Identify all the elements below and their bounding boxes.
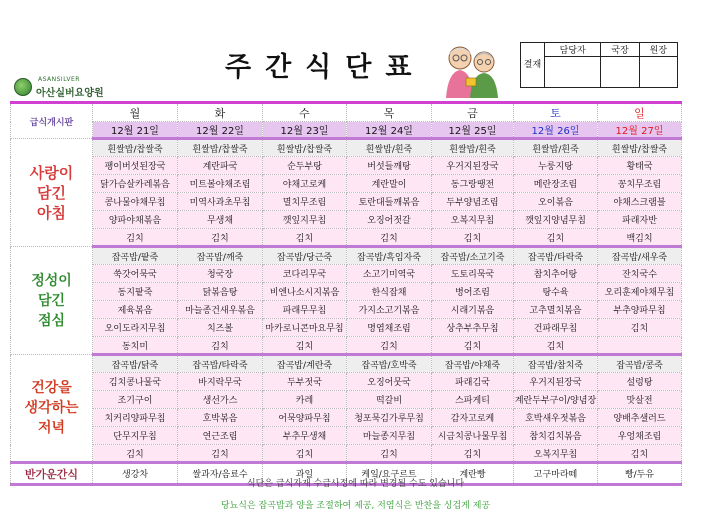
- dinner-item-sun: 맛살전: [598, 391, 682, 409]
- approval-sign-director: [601, 57, 639, 88]
- dinner-item-mon: 치커리양파무침: [93, 409, 178, 427]
- lunch-item-wed: 마카로니콘마요무침: [263, 319, 347, 337]
- dinner-item-fri: 스파게티: [432, 391, 514, 409]
- breakfast-item-sat: 오이볶음: [514, 193, 598, 211]
- lunch-item-tue: 치즈볼: [178, 319, 263, 337]
- lunch-item-thu: 가지소고기볶음: [347, 301, 432, 319]
- breakfast-item-wed: 멸치무조림: [263, 193, 347, 211]
- breakfast-item-sat: 누룽지탕: [514, 157, 598, 175]
- date-sun: 12월 27일: [598, 122, 682, 139]
- approval-head-cell: [521, 43, 545, 88]
- breakfast-item-thu: 토란대들깨볶음: [347, 193, 432, 211]
- lunch-item-wed: 파래무무침: [263, 301, 347, 319]
- lunch-item-fri: 도토리묵국: [432, 265, 514, 283]
- breakfast-item-thu: 버섯들깨탕: [347, 157, 432, 175]
- lunch-item-tue: 마늘종건새우볶음: [178, 301, 263, 319]
- dinner-item-mon: 잡곡밥/닭죽: [93, 355, 178, 373]
- breakfast-item-fri: 두부양념조림: [432, 193, 514, 211]
- breakfast-item-mon: 닭가슴살카레볶음: [93, 175, 178, 193]
- approval-signature-table: [520, 42, 678, 88]
- lunch-item-wed: 잡곡밥/당근죽: [263, 247, 347, 265]
- dinner-item-sun: 우엉채조림: [598, 427, 682, 445]
- lunch-item-sat: 참치추어탕: [514, 265, 598, 283]
- approval-sign-staff: [545, 57, 601, 88]
- dinner-menu-row: [11, 409, 682, 427]
- dinner-menu-row: [11, 373, 682, 391]
- lunch-item-sat: 건파래무침: [514, 319, 598, 337]
- lunch-item-tue: 청국장: [178, 265, 263, 283]
- breakfast-label-line: 아침: [37, 203, 66, 222]
- date-tue: 12월 22일: [178, 122, 263, 139]
- lunch-item-sat: 탕수육: [514, 283, 598, 301]
- page-title: 주간식단표: [225, 52, 426, 83]
- dinner-item-thu: 청포묵김가루무침: [347, 409, 432, 427]
- lunch-item-sun: 잔치국수: [598, 265, 682, 283]
- dinner-menu-row: [11, 445, 682, 463]
- lunch-item-tue: 닭볶음탕: [178, 283, 263, 301]
- lunch-label-line: 담긴: [37, 292, 66, 309]
- lunch-item-fri: 잡곡밥/소고기죽: [432, 247, 514, 265]
- corner-label: 급식개시판: [29, 117, 74, 128]
- lunch-item-wed: 비엔나소시지볶음: [263, 283, 347, 301]
- breakfast-section: [11, 139, 682, 247]
- weekly-menu-table: [10, 101, 682, 486]
- breakfast-item-tue: 미트볼야채조림: [178, 175, 263, 193]
- dinner-item-wed: 카레: [263, 391, 347, 409]
- lunch-item-sun: 부추양파무침: [598, 301, 682, 319]
- dinner-item-fri: 잡곡밥/야채죽: [432, 355, 514, 373]
- lunch-item-thu: 김치: [347, 337, 432, 355]
- dinner-item-tue: 호박볶음: [178, 409, 263, 427]
- breakfast-item-thu: 흰쌀밥/흰죽: [347, 139, 432, 157]
- breakfast-item-tue: 흰쌀밥/찹쌀죽: [178, 139, 263, 157]
- breakfast-item-mon: 양파야채볶음: [93, 211, 178, 229]
- snack-sat: 고구마라떼: [514, 463, 598, 485]
- lunch-item-mon: 동지팥죽: [93, 283, 178, 301]
- lunch-item-mon: 제육볶음: [93, 301, 178, 319]
- lunch-item-fri: 시래기볶음: [432, 301, 514, 319]
- dinner-section: [11, 355, 682, 463]
- breakfast-menu-row: [11, 157, 682, 175]
- dinner-item-wed: 부추무생채: [263, 427, 347, 445]
- corner-label-cell: [11, 103, 93, 139]
- snack-fri: 계란빵: [432, 463, 514, 485]
- dinner-menu-row: [11, 391, 682, 409]
- breakfast-label-line: 사랑이: [29, 163, 74, 182]
- breakfast-item-sun: 꽁치무조림: [598, 175, 682, 193]
- breakfast-item-sun: 흰쌀밥/찹쌀죽: [598, 139, 682, 157]
- dinner-item-sat: 호박새우젓볶음: [514, 409, 598, 427]
- breakfast-item-tue: 계란파국: [178, 157, 263, 175]
- dinner-item-thu: 오징어뭇국: [347, 373, 432, 391]
- lunch-item-fri: 김치: [432, 337, 514, 355]
- dinner-label-cell: [11, 355, 93, 463]
- dinner-menu-row: [11, 355, 682, 373]
- date-sat: 12월 26일: [514, 122, 598, 139]
- lunch-item-sun: 김치: [598, 319, 682, 337]
- dinner-item-fri: 김치: [432, 445, 514, 463]
- logo-korean-name: 아산실버요양원: [36, 88, 104, 99]
- dinner-item-sun: 설렁탕: [598, 373, 682, 391]
- dinner-item-tue: 김치: [178, 445, 263, 463]
- day-thu: 목: [347, 103, 432, 122]
- lunch-item-mon: 쑥갓어묵국: [93, 265, 178, 283]
- dinner-label-line: 저녁: [37, 420, 66, 436]
- snack-wed: 과일: [263, 463, 347, 485]
- lunch-menu-row: [11, 337, 682, 355]
- dinner-item-sun: 양배추샐러드: [598, 409, 682, 427]
- date-wed: 12월 23일: [263, 122, 347, 139]
- approval-col-head: 원장: [639, 43, 677, 57]
- dinner-item-mon: 조기구이: [93, 391, 178, 409]
- breakfast-item-fri: 오복지무침: [432, 211, 514, 229]
- breakfast-item-sun: 황태국: [598, 157, 682, 175]
- breakfast-item-mon: 콩나물야채무침: [93, 193, 178, 211]
- lunch-item-thu: 소고기미역국: [347, 265, 432, 283]
- dinner-item-sat: 참치김치볶음: [514, 427, 598, 445]
- page-header: [0, 0, 711, 100]
- weekday-header-row: [11, 103, 682, 122]
- snack-label: 반가운간식: [24, 467, 79, 481]
- dinner-item-sat: 오복지무침: [514, 445, 598, 463]
- breakfast-label-cell: [11, 139, 93, 247]
- snack-mon: 생강차: [93, 463, 178, 485]
- breakfast-item-fri: 흰쌀밥/흰죽: [432, 139, 514, 157]
- breakfast-item-sat: 흰쌀밥/흰죽: [514, 139, 598, 157]
- day-tue: 화: [178, 103, 263, 122]
- day-sun: 일: [598, 103, 682, 122]
- breakfast-item-tue: 무생채: [178, 211, 263, 229]
- snack-thu: 케잌/요구르트: [347, 463, 432, 485]
- dinner-label-line: 생각하는: [24, 400, 79, 416]
- lunch-label-line: 점심: [37, 312, 66, 329]
- lunch-label-line: 정성이: [31, 272, 72, 289]
- dinner-item-thu: 잡곡밥/호박죽: [347, 355, 432, 373]
- lunch-item-tue: 김치: [178, 337, 263, 355]
- breakfast-item-sun: 야채스크램블: [598, 193, 682, 211]
- lunch-item-tue: 잡곡밥/깨죽: [178, 247, 263, 265]
- lunch-item-sat: 고추멸치볶음: [514, 301, 598, 319]
- approval-col-director: 국장: [601, 43, 639, 57]
- facility-logo: [14, 78, 164, 98]
- date-mon: 12월 21일: [93, 122, 178, 139]
- dinner-item-sat: 우거지된장국: [514, 373, 598, 391]
- lunch-item-fri: 병어조림: [432, 283, 514, 301]
- breakfast-item-wed: 야채고로케: [263, 175, 347, 193]
- lunch-item-mon: 잡곡밥/팥죽: [93, 247, 178, 265]
- breakfast-item-sun: 파래자반: [598, 211, 682, 229]
- approval-head-label: 결재: [523, 60, 542, 70]
- lunch-menu-row: [11, 247, 682, 265]
- elderly-couple-mascot-icon: [440, 42, 502, 98]
- lunch-item-wed: 코다리무국: [263, 265, 347, 283]
- date-header-row: [11, 122, 682, 139]
- lunch-item-sun: 오리훈제야채무침: [598, 283, 682, 301]
- dinner-label-line: 건강을: [31, 380, 72, 396]
- dinner-item-sat: 계란두부구이/양념장: [514, 391, 598, 409]
- dinner-item-mon: 단무지무침: [93, 427, 178, 445]
- breakfast-label-line: 담긴: [37, 183, 66, 202]
- dinner-item-mon: 김치: [93, 445, 178, 463]
- breakfast-item-mon: 김치: [93, 229, 178, 247]
- lunch-item-mon: 동치미: [93, 337, 178, 355]
- breakfast-item-fri: 김치: [432, 229, 514, 247]
- breakfast-item-wed: 흰쌀밥/찹쌀죽: [263, 139, 347, 157]
- lunch-menu-row: [11, 319, 682, 337]
- breakfast-item-fri: 우거지된장국: [432, 157, 514, 175]
- lunch-item-sun: 잡곡밥/새우죽: [598, 247, 682, 265]
- breakfast-item-thu: 김치: [347, 229, 432, 247]
- date-fri: 12월 25일: [432, 122, 514, 139]
- snack-tue: 쌀과자/음료수: [178, 463, 263, 485]
- dinner-item-wed: 잡곡밥/계란죽: [263, 355, 347, 373]
- breakfast-menu-row: [11, 211, 682, 229]
- dinner-item-tue: 생선가스: [178, 391, 263, 409]
- dinner-item-thu: 김치: [347, 445, 432, 463]
- day-sat: 토: [514, 103, 598, 122]
- breakfast-item-wed: 깻잎지무침: [263, 211, 347, 229]
- approval-sign-head: [639, 57, 677, 88]
- dinner-item-sun: 김치: [598, 445, 682, 463]
- breakfast-item-thu: 오징어젓갈: [347, 211, 432, 229]
- dinner-item-fri: 감자고로케: [432, 409, 514, 427]
- breakfast-item-sat: 깻잎지양념무침: [514, 211, 598, 229]
- dinner-item-thu: 마늘종지무침: [347, 427, 432, 445]
- lunch-item-sat: 잡곡밥/타락죽: [514, 247, 598, 265]
- dinner-item-fri: 시금치콩나물무침: [432, 427, 514, 445]
- dinner-item-wed: 두부젓국: [263, 373, 347, 391]
- lunch-menu-row: [11, 283, 682, 301]
- dinner-item-wed: 어묵양파무침: [263, 409, 347, 427]
- breakfast-menu-row: [11, 229, 682, 247]
- breakfast-menu-row: [11, 139, 682, 157]
- breakfast-item-mon: 흰쌀밥/찹쌀죽: [93, 139, 178, 157]
- dinner-item-tue: 잡곡밥/타락죽: [178, 355, 263, 373]
- lunch-item-sat: 김치: [514, 337, 598, 355]
- dinner-item-tue: 연근조림: [178, 427, 263, 445]
- approval-col-staff: 담당자: [545, 43, 601, 57]
- lunch-item-thu: 명엽채조림: [347, 319, 432, 337]
- lunch-menu-row: [11, 265, 682, 283]
- snack-sun: 빵/두유: [598, 463, 682, 485]
- breakfast-item-sun: 백김치: [598, 229, 682, 247]
- breakfast-item-thu: 계란말이: [347, 175, 432, 193]
- dinner-item-wed: 김치: [263, 445, 347, 463]
- breakfast-item-sat: 메란장조림: [514, 175, 598, 193]
- lunch-item-mon: 오이도라지무침: [93, 319, 178, 337]
- breakfast-menu-row: [11, 175, 682, 193]
- dinner-item-sat: 잡곡밥/참치죽: [514, 355, 598, 373]
- breakfast-item-tue: 미역사과초무침: [178, 193, 263, 211]
- day-mon: 월: [93, 103, 178, 122]
- lunch-item-thu: 한식잡채: [347, 283, 432, 301]
- lunch-section: [11, 247, 682, 355]
- breakfast-item-sat: 김치: [514, 229, 598, 247]
- dinner-menu-row: [11, 427, 682, 445]
- date-thu: 12월 24일: [347, 122, 432, 139]
- logo-english-name: ASANSILVER: [38, 76, 80, 83]
- lunch-label-cell: [11, 247, 93, 355]
- diet-adjustment-notice: 당뇨식은 잡곡밥과 양을 조절하여 제공, 저염식은 반찬을 싱겁게 제공: [220, 501, 491, 511]
- breakfast-item-wed: 순두부탕: [263, 157, 347, 175]
- breakfast-item-fri: 동그랑땡전: [432, 175, 514, 193]
- day-wed: 수: [263, 103, 347, 122]
- breakfast-item-mon: 팽이버섯된장국: [93, 157, 178, 175]
- lunch-item-wed: 김치: [263, 337, 347, 355]
- day-fri: 금: [432, 103, 514, 122]
- breakfast-item-wed: 김치: [263, 229, 347, 247]
- lunch-item-thu: 잡곡밥/흑임자죽: [347, 247, 432, 265]
- dinner-item-mon: 김치콩나물국: [93, 373, 178, 391]
- lunch-item-sun: [598, 337, 682, 355]
- lunch-menu-row: [11, 301, 682, 319]
- dinner-item-fri: 파래김국: [432, 373, 514, 391]
- breakfast-item-tue: 김치: [178, 229, 263, 247]
- breakfast-menu-row: [11, 193, 682, 211]
- dinner-item-sun: 잡곡밥/콩죽: [598, 355, 682, 373]
- dinner-item-thu: 떡갈비: [347, 391, 432, 409]
- lunch-item-fri: 상추부추무침: [432, 319, 514, 337]
- dinner-item-tue: 바지락무국: [178, 373, 263, 391]
- logo-emblem-icon: [14, 78, 32, 96]
- supply-change-notice: 식단은 급식자재 수급사정에 따라 변경될 수도 있습니다: [246, 479, 465, 489]
